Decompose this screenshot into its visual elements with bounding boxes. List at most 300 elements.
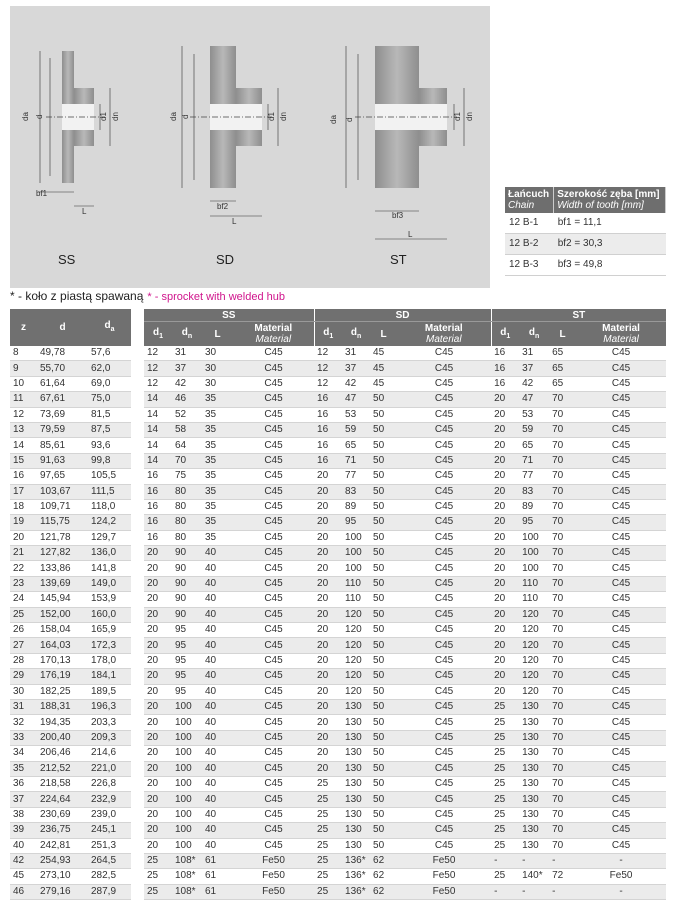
table-row [10,546,666,561]
cell-z: 35 [10,761,37,776]
cell-ss-material: C45 [233,838,314,853]
spec-row: 12 B-2 bf2 = 30,3 [505,234,666,255]
cell-st-dn: 53 [519,407,549,422]
cell-sd-L: 50 [370,669,397,684]
cell-sd-dn: 31 [342,346,370,361]
cell-da: 203,3 [88,715,131,730]
cell-st-d1: 20 [491,623,519,638]
cell-ss-d1: 20 [144,776,172,791]
table-row [10,453,666,468]
cell-sd-dn: 120 [342,684,370,699]
cell-st-material: C45 [576,361,666,376]
cell-da: 214,6 [88,746,131,761]
cell-z: 33 [10,730,37,745]
cell-sd-L: 50 [370,438,397,453]
cell-d: 152,00 [37,607,88,622]
col-ss-L: L [202,322,233,347]
cell-ss-L: 35 [202,499,233,514]
cell-sd-d1: 25 [314,807,342,822]
cell-ss-dn: 108* [172,853,202,868]
cell-sd-dn: 120 [342,669,370,684]
dim-da: da [329,115,338,124]
cell-ss-material: C45 [233,761,314,776]
cell-ss-dn: 80 [172,515,202,530]
cell-st-material: C45 [576,499,666,514]
st-label: ST [390,252,407,267]
cell-sd-dn: 130 [342,823,370,838]
cell-ss-L: 40 [202,715,233,730]
cell-sd-d1: 25 [314,823,342,838]
cell-ss-dn: 95 [172,669,202,684]
cell-st-L: 65 [549,361,576,376]
col-st-d1: $d_1$ [491,322,519,347]
cell-sd-material: C45 [397,361,491,376]
cell-d: 206,46 [37,746,88,761]
cell-sd-material: C45 [397,746,491,761]
cell-ss-d1: 16 [144,484,172,499]
cell-st-L: 70 [549,484,576,499]
group-ss: SS [144,309,314,322]
cell-sd-d1: 20 [314,730,342,745]
cell-ss-L: 30 [202,376,233,391]
cell-st-L: 70 [549,792,576,807]
cell-ss-material: C45 [233,469,314,484]
cell-st-material: C45 [576,576,666,591]
cell-sd-dn: 120 [342,607,370,622]
cell-d: 55,70 [37,361,88,376]
cell-sd-material: C45 [397,592,491,607]
cell-st-material: C45 [576,715,666,730]
cell-sd-material: C45 [397,761,491,776]
col-sd-dn: $d_n$ [342,322,370,347]
cell-st-d1: - [491,853,519,868]
cell-sd-d1: 25 [314,869,342,884]
cell-sd-dn: 47 [342,392,370,407]
cell-z: 46 [10,884,37,899]
dim-d: d [181,114,190,119]
cell-sd-material: C45 [397,576,491,591]
cell-ss-L: 35 [202,453,233,468]
cell-da: 209,3 [88,730,131,745]
cell-st-dn: 100 [519,546,549,561]
cell-ss-dn: 46 [172,392,202,407]
cell-ss-d1: 14 [144,422,172,437]
cell-st-d1: 20 [491,469,519,484]
cell-ss-dn: 100 [172,715,202,730]
cell-ss-d1: 20 [144,592,172,607]
cell-sd-L: 50 [370,469,397,484]
cell-sd-d1: 20 [314,669,342,684]
cell-da: 141,8 [88,561,131,576]
table-row [10,438,666,453]
cell-d: 254,93 [37,853,88,868]
cell-st-dn: 130 [519,715,549,730]
cell-ss-dn: 42 [172,376,202,391]
cell-da: 196,3 [88,699,131,714]
ss-drawing [21,51,120,216]
cell-z: 15 [10,453,37,468]
cell-sd-dn: 120 [342,653,370,668]
cell-d: 236,75 [37,823,88,838]
table-row [10,884,666,899]
sprocket-drawings-panel [10,6,490,288]
cell-st-dn: 120 [519,623,549,638]
cell-st-L: 70 [549,607,576,622]
table-row [10,515,666,530]
cell-ss-material: C45 [233,730,314,745]
table-row [10,699,666,714]
cell-st-dn: 130 [519,838,549,853]
cell-st-dn: 37 [519,361,549,376]
cell-sd-material: C45 [397,530,491,545]
cell-st-L: 70 [549,823,576,838]
cell-sd-dn: 136* [342,884,370,899]
cell-st-dn: 130 [519,730,549,745]
cell-st-L: 70 [549,761,576,776]
cell-sd-material: C45 [397,776,491,791]
cell-sd-d1: 12 [314,376,342,391]
cell-st-dn: 130 [519,807,549,822]
cell-d: 212,52 [37,761,88,776]
cell-st-L: - [549,884,576,899]
chain-header: Łańcuch Chain [505,187,554,213]
table-row [10,484,666,499]
cell-st-dn: 140* [519,869,549,884]
cell-st-material: C45 [576,607,666,622]
cell-st-d1: 20 [491,453,519,468]
cell-ss-d1: 25 [144,853,172,868]
cell-ss-dn: 108* [172,869,202,884]
cell-ss-dn: 100 [172,746,202,761]
cell-da: 93,6 [88,438,131,453]
table-row [10,376,666,391]
cell-st-d1: 25 [491,699,519,714]
cell-st-dn: 130 [519,761,549,776]
cell-sd-material: C45 [397,823,491,838]
cell-sd-dn: 120 [342,623,370,638]
dim-L: L [408,230,413,239]
cell-da: 232,9 [88,792,131,807]
cell-ss-dn: 108* [172,884,202,899]
cell-sd-L: 50 [370,530,397,545]
cell-sd-material: C45 [397,407,491,422]
cell-st-L: 70 [549,407,576,422]
cell-sd-d1: 12 [314,346,342,361]
cell-da: 160,0 [88,607,131,622]
tooth-width-table [505,187,666,276]
cell-da: 87,5 [88,422,131,437]
cell-sd-L: 50 [370,684,397,699]
cell-ss-material: Fe50 [233,853,314,868]
cell-z: 30 [10,684,37,699]
cell-st-dn: 130 [519,792,549,807]
cell-z: 20 [10,530,37,545]
cell-z: 24 [10,592,37,607]
cell-ss-L: 35 [202,515,233,530]
cell-sd-d1: 25 [314,792,342,807]
cell-st-d1: 25 [491,715,519,730]
cell-d: 67,61 [37,392,88,407]
cell-ss-dn: 80 [172,530,202,545]
cell-sd-L: 62 [370,853,397,868]
cell-sd-d1: 25 [314,853,342,868]
cell-ss-material: C45 [233,576,314,591]
cell-sd-dn: 130 [342,776,370,791]
col-ss-d1: $d_1$ [144,322,172,347]
cell-sd-dn: 130 [342,715,370,730]
cell-d: 164,03 [37,638,88,653]
cell-sd-material: C45 [397,607,491,622]
cell-st-dn: 120 [519,653,549,668]
cell-z: 32 [10,715,37,730]
cell-ss-d1: 25 [144,869,172,884]
cell-ss-d1: 20 [144,576,172,591]
cell-st-dn: 110 [519,576,549,591]
cell-sd-material: C45 [397,699,491,714]
cell-sd-L: 50 [370,546,397,561]
cell-st-dn: 100 [519,561,549,576]
dim-L: L [82,207,87,216]
cell-sd-material: C45 [397,653,491,668]
cell-sd-material: C45 [397,422,491,437]
cell-da: 136,0 [88,546,131,561]
table-row [10,823,666,838]
cell-st-L: 70 [549,669,576,684]
cell-st-d1: - [491,884,519,899]
cell-ss-material: C45 [233,699,314,714]
cell-sd-L: 50 [370,761,397,776]
cell-sd-d1: 20 [314,653,342,668]
col-ss-material: Material Material [233,322,314,347]
cell-ss-d1: 20 [144,792,172,807]
cell-ss-material: C45 [233,361,314,376]
cell-sd-dn: 130 [342,792,370,807]
cell-ss-L: 40 [202,776,233,791]
cell-ss-dn: 90 [172,546,202,561]
cell-d: 79,59 [37,422,88,437]
cell-ss-dn: 100 [172,823,202,838]
cell-st-d1: 25 [491,807,519,822]
cell-da: 81,5 [88,407,131,422]
col-sd-L: L [370,322,397,347]
cell-st-dn: 89 [519,499,549,514]
cell-sd-d1: 20 [314,638,342,653]
cell-st-d1: 20 [491,684,519,699]
cell-d: 242,81 [37,838,88,853]
cell-ss-L: 40 [202,823,233,838]
cell-sd-L: 50 [370,807,397,822]
cell-z: 21 [10,546,37,561]
cell-st-L: 70 [549,638,576,653]
cell-d: 127,82 [37,546,88,561]
cell-ss-dn: 100 [172,776,202,791]
cell-st-material: C45 [576,438,666,453]
cell-st-material: - [576,853,666,868]
cell-ss-d1: 14 [144,438,172,453]
col-sd-d1: $d_1$ [314,322,342,347]
cell-ss-L: 40 [202,592,233,607]
cell-sd-dn: 136* [342,853,370,868]
cell-st-dn: 100 [519,530,549,545]
group-st: ST [491,309,666,322]
cell-da: 178,0 [88,653,131,668]
cell-da: 105,5 [88,469,131,484]
cell-ss-d1: 25 [144,884,172,899]
cell-st-material: C45 [576,392,666,407]
dim-d: d [345,117,354,122]
cell-sd-dn: 83 [342,484,370,499]
cell-st-dn: 95 [519,515,549,530]
cell-d: 273,10 [37,869,88,884]
dim-bf2: bf2 [217,202,229,211]
cell-st-material: C45 [576,776,666,791]
cell-sd-L: 50 [370,499,397,514]
col-z: z [10,309,37,346]
cell-ss-L: 35 [202,438,233,453]
cell-sd-L: 50 [370,576,397,591]
cell-ss-L: 40 [202,792,233,807]
cell-ss-L: 40 [202,638,233,653]
cell-st-material: C45 [576,746,666,761]
table-row [10,392,666,407]
spec-row: 12 B-3 bf3 = 49,8 [505,255,666,276]
cell-sd-dn: 120 [342,638,370,653]
cell-ss-L: 35 [202,422,233,437]
cell-d: 279,16 [37,884,88,899]
col-da: $d_a$ [88,309,131,346]
cell-st-L: 70 [549,499,576,514]
cell-ss-material: C45 [233,561,314,576]
dim-bf1: bf1 [36,189,48,198]
cell-sd-material: C45 [397,792,491,807]
cell-da: 57,6 [88,346,131,361]
cell-sd-material: C45 [397,638,491,653]
cell-sd-d1: 20 [314,499,342,514]
note-polish: * - koło z piastą spawaną [10,289,144,303]
cell-sd-dn: 110 [342,576,370,591]
table-row [10,469,666,484]
cell-z: 22 [10,561,37,576]
cell-da: 99,8 [88,453,131,468]
cell-ss-material: C45 [233,484,314,499]
st-drawing [329,46,474,239]
cell-ss-L: 40 [202,561,233,576]
cell-st-dn: 130 [519,746,549,761]
cell-sd-material: C45 [397,376,491,391]
cell-sd-material: Fe50 [397,884,491,899]
cell-st-L: 70 [549,469,576,484]
cell-d: 158,04 [37,623,88,638]
sd-label: SD [216,252,235,267]
cell-ss-d1: 20 [144,730,172,745]
cell-ss-material: C45 [233,669,314,684]
cell-ss-L: 40 [202,576,233,591]
cell-st-material: C45 [576,838,666,853]
cell-ss-d1: 20 [144,761,172,776]
cell-st-L: - [549,853,576,868]
dim-d1: d1 [453,112,462,121]
cell-sd-d1: 20 [314,576,342,591]
cell-ss-d1: 14 [144,453,172,468]
ss-label: SS [58,252,76,267]
cell-sd-L: 50 [370,592,397,607]
cell-da: 153,9 [88,592,131,607]
cell-z: 42 [10,853,37,868]
cell-st-material: - [576,884,666,899]
dim-dn: dn [465,112,474,121]
cell-sd-L: 50 [370,638,397,653]
cell-da: 282,5 [88,869,131,884]
cell-ss-material: C45 [233,499,314,514]
cell-st-L: 70 [549,422,576,437]
cell-da: 184,1 [88,669,131,684]
cell-da: 165,9 [88,623,131,638]
dim-d: d [35,114,44,119]
cell-st-L: 65 [549,346,576,361]
cell-ss-material: C45 [233,792,314,807]
cell-ss-dn: 80 [172,499,202,514]
cell-sd-material: C45 [397,669,491,684]
cell-z: 13 [10,422,37,437]
cell-da: 111,5 [88,484,131,499]
cell-ss-d1: 20 [144,807,172,822]
cell-da: 251,3 [88,838,131,853]
cell-st-material: C45 [576,653,666,668]
cell-ss-material: C45 [233,623,314,638]
cell-sd-L: 50 [370,407,397,422]
cell-ss-d1: 20 [144,684,172,699]
cell-ss-L: 40 [202,761,233,776]
cell-st-dn: 59 [519,422,549,437]
cell-z: 8 [10,346,37,361]
cell-z: 14 [10,438,37,453]
group-sd: SD [314,309,491,322]
cell-st-d1: 25 [491,823,519,838]
cell-ss-L: 40 [202,653,233,668]
cell-st-d1: 20 [491,515,519,530]
cell-z: 29 [10,669,37,684]
cell-st-L: 70 [549,515,576,530]
table-row [10,776,666,791]
cell-ss-dn: 100 [172,838,202,853]
cell-ss-dn: 75 [172,469,202,484]
col-d: d [37,309,88,346]
cell-st-L: 70 [549,653,576,668]
table-row [10,730,666,745]
cell-da: 129,7 [88,530,131,545]
cell-ss-L: 30 [202,346,233,361]
cell-ss-material: C45 [233,376,314,391]
cell-ss-L: 40 [202,699,233,714]
cell-ss-L: 40 [202,838,233,853]
cell-sd-material: C45 [397,469,491,484]
cell-d: 85,61 [37,438,88,453]
table-row [10,715,666,730]
cell-st-d1: 25 [491,730,519,745]
cell-sd-L: 50 [370,699,397,714]
cell-sd-d1: 25 [314,838,342,853]
cell-sd-d1: 20 [314,530,342,545]
cell-sd-material: Fe50 [397,853,491,868]
cell-st-material: C45 [576,484,666,499]
table-row [10,869,666,884]
cell-d: 188,31 [37,699,88,714]
cell-sd-dn: 71 [342,453,370,468]
cell-st-dn: 120 [519,684,549,699]
cell-da: 69,0 [88,376,131,391]
cell-st-L: 70 [549,576,576,591]
cell-ss-L: 61 [202,853,233,868]
